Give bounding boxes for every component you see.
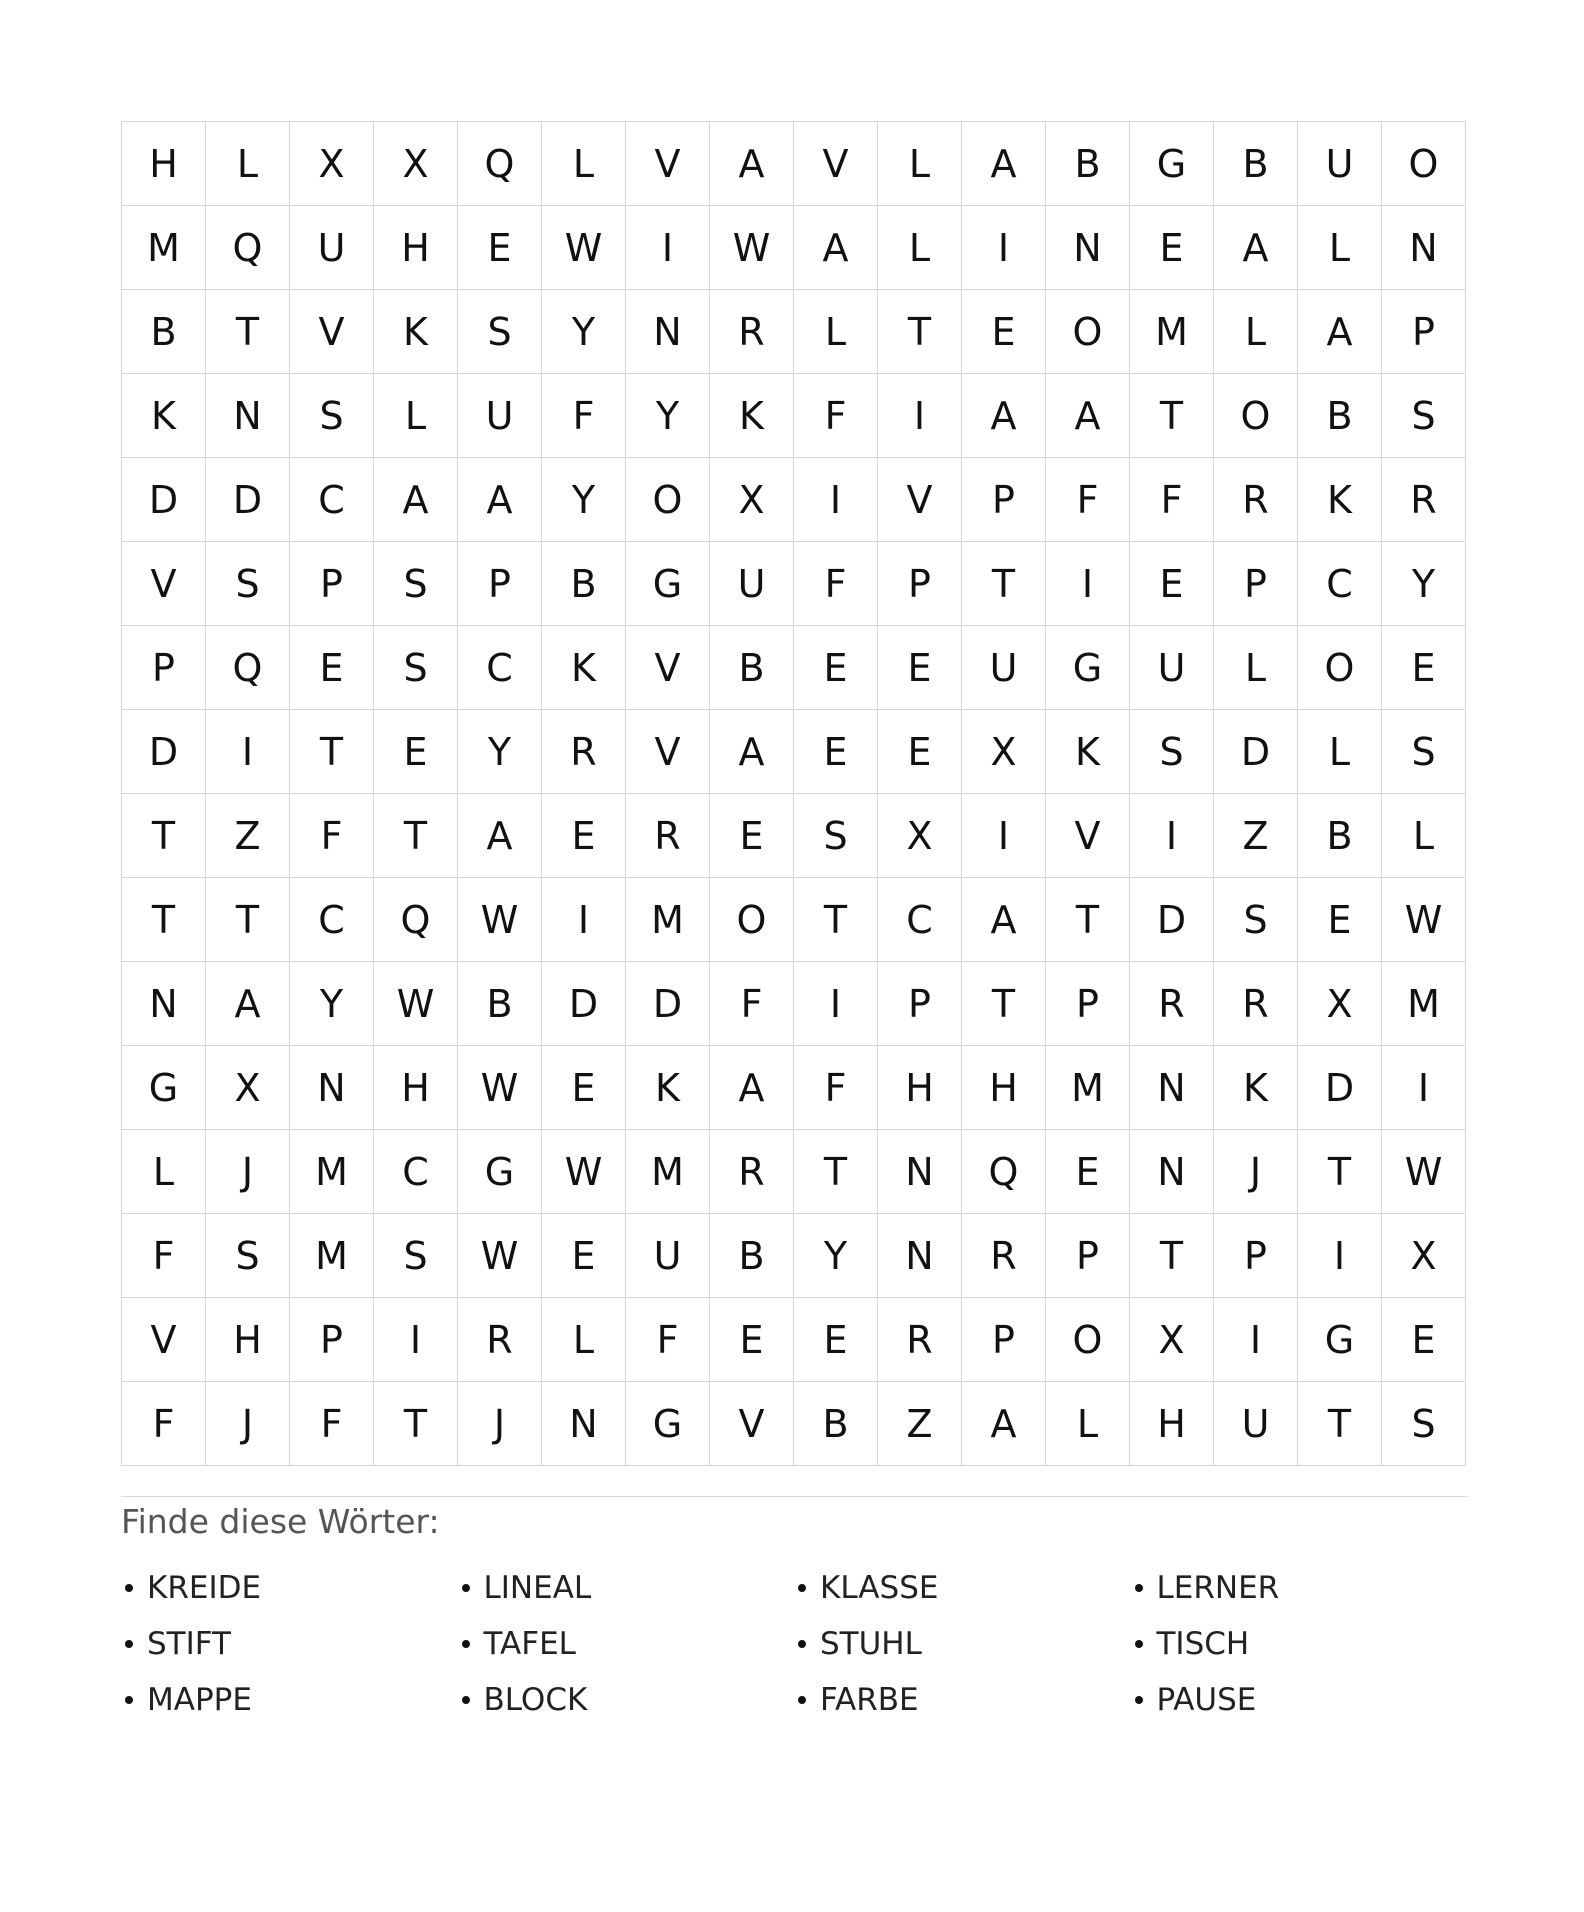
grid-cell[interactable]: U	[710, 542, 794, 626]
grid-cell[interactable]: B	[458, 962, 542, 1046]
grid-cell[interactable]: Z	[1214, 794, 1298, 878]
grid-cell[interactable]: S	[206, 1214, 290, 1298]
grid-cell[interactable]: T	[962, 542, 1046, 626]
grid-cell[interactable]: S	[206, 542, 290, 626]
grid-cell[interactable]: U	[458, 374, 542, 458]
grid-cell[interactable]: T	[1046, 878, 1130, 962]
grid-cell[interactable]: F	[1130, 458, 1214, 542]
grid-cell[interactable]: X	[206, 1046, 290, 1130]
grid-cell[interactable]: L	[1214, 290, 1298, 374]
grid-cell[interactable]: A	[374, 458, 458, 542]
grid-cell[interactable]: G	[626, 542, 710, 626]
grid-cell[interactable]: R	[458, 1298, 542, 1382]
grid-cell[interactable]: I	[1046, 542, 1130, 626]
grid-cell[interactable]: B	[710, 626, 794, 710]
grid-cell[interactable]: A	[962, 878, 1046, 962]
grid-cell[interactable]: N	[122, 962, 206, 1046]
word-list-item	[794, 1560, 1131, 1616]
grid-cell[interactable]: Z	[878, 1382, 962, 1466]
grid-cell[interactable]: N	[542, 1382, 626, 1466]
grid-cell[interactable]: M	[626, 878, 710, 962]
bullet-icon	[1135, 1584, 1143, 1592]
grid-cell[interactable]: Q	[962, 1130, 1046, 1214]
grid-cell[interactable]: H	[374, 206, 458, 290]
grid-cell[interactable]: Y	[290, 962, 374, 1046]
grid-cell[interactable]: K	[1046, 710, 1130, 794]
grid-cell[interactable]: C	[878, 878, 962, 962]
grid-cell[interactable]: G	[1298, 1298, 1382, 1382]
grid-cell[interactable]: C	[290, 878, 374, 962]
grid-cell[interactable]: R	[1382, 458, 1466, 542]
grid-cell[interactable]: N	[1046, 206, 1130, 290]
grid-cell[interactable]: L	[206, 122, 290, 206]
grid-cell[interactable]: G	[1046, 626, 1130, 710]
grid-cell[interactable]: I	[374, 1298, 458, 1382]
word-list-item	[458, 1672, 795, 1728]
grid-cell[interactable]: Z	[206, 794, 290, 878]
grid-cell[interactable]: N	[290, 1046, 374, 1130]
grid-cell[interactable]: A	[1046, 374, 1130, 458]
grid-cell[interactable]: M	[122, 206, 206, 290]
bullet-icon	[462, 1584, 470, 1592]
grid-cell[interactable]: P	[1046, 1214, 1130, 1298]
grid-cell[interactable]: O	[1214, 374, 1298, 458]
grid-cell[interactable]: A	[710, 710, 794, 794]
grid-cell[interactable]: X	[1382, 1214, 1466, 1298]
word-label: PAUSE	[1156, 1682, 1257, 1718]
grid-cell[interactable]: H	[962, 1046, 1046, 1130]
word-label: TISCH	[1156, 1626, 1250, 1662]
bullet-icon	[1135, 1696, 1143, 1704]
grid-cell[interactable]: M	[1046, 1046, 1130, 1130]
grid-cell[interactable]: S	[374, 1214, 458, 1298]
grid-cell[interactable]: S	[1382, 1382, 1466, 1466]
grid-cell[interactable]: L	[1214, 626, 1298, 710]
grid-cell[interactable]: B	[1298, 794, 1382, 878]
grid-cell[interactable]: A	[794, 206, 878, 290]
grid-cell[interactable]: K	[374, 290, 458, 374]
word-list-item	[794, 1616, 1131, 1672]
grid-cell[interactable]: L	[122, 1130, 206, 1214]
grid-cell[interactable]: T	[290, 710, 374, 794]
grid-cell[interactable]: G	[122, 1046, 206, 1130]
grid-cell[interactable]: G	[1130, 122, 1214, 206]
grid-cell[interactable]: W	[458, 1046, 542, 1130]
grid-cell[interactable]: E	[710, 1298, 794, 1382]
grid-cell[interactable]: E	[794, 710, 878, 794]
grid-cell[interactable]: K	[710, 374, 794, 458]
grid-cell[interactable]: S	[290, 374, 374, 458]
grid-cell[interactable]: C	[374, 1130, 458, 1214]
grid-cell[interactable]: S	[1382, 710, 1466, 794]
grid-cell[interactable]: E	[458, 206, 542, 290]
grid-cell[interactable]: P	[290, 1298, 374, 1382]
grid-cell[interactable]: M	[626, 1130, 710, 1214]
grid-cell[interactable]: Y	[542, 458, 626, 542]
grid-cell[interactable]: L	[1298, 710, 1382, 794]
grid-cell[interactable]: T	[1130, 374, 1214, 458]
bullet-icon	[798, 1696, 806, 1704]
grid-cell[interactable]: P	[1214, 1214, 1298, 1298]
grid-cell[interactable]: N	[878, 1130, 962, 1214]
grid-cell[interactable]: T	[1298, 1382, 1382, 1466]
word-label: MAPPE	[147, 1682, 252, 1718]
grid-cell[interactable]: D	[122, 458, 206, 542]
grid-cell[interactable]: U	[1298, 122, 1382, 206]
grid-cell[interactable]: L	[1046, 1382, 1130, 1466]
grid-cell[interactable]: B	[542, 542, 626, 626]
grid-cell[interactable]: J	[458, 1382, 542, 1466]
grid-cell[interactable]: T	[1130, 1214, 1214, 1298]
grid-cell[interactable]: P	[1046, 962, 1130, 1046]
grid-cell[interactable]: I	[1298, 1214, 1382, 1298]
grid-cell[interactable]: N	[206, 374, 290, 458]
grid-cell[interactable]: X	[962, 710, 1046, 794]
word-label: STUHL	[820, 1626, 922, 1662]
grid-cell[interactable]: P	[458, 542, 542, 626]
grid-cell[interactable]: W	[458, 878, 542, 962]
grid-cell[interactable]: O	[1382, 122, 1466, 206]
word-list-item	[1131, 1616, 1468, 1672]
grid-cell[interactable]: S	[1130, 710, 1214, 794]
word-list-item	[121, 1560, 458, 1616]
grid-cell[interactable]: E	[1130, 206, 1214, 290]
grid-cell[interactable]: K	[1298, 458, 1382, 542]
grid-cell[interactable]: K	[1214, 1046, 1298, 1130]
grid-cell[interactable]: A	[1214, 206, 1298, 290]
word-list-item	[458, 1616, 795, 1672]
grid-cell[interactable]: V	[794, 122, 878, 206]
grid-cell[interactable]: S	[374, 626, 458, 710]
grid-cell[interactable]: P	[1382, 290, 1466, 374]
grid-cell[interactable]: X	[374, 122, 458, 206]
grid-cell[interactable]: R	[878, 1298, 962, 1382]
grid-cell[interactable]: T	[122, 878, 206, 962]
grid-cell[interactable]: S	[374, 542, 458, 626]
grid-cell[interactable]: O	[1298, 626, 1382, 710]
word-label: KLASSE	[820, 1570, 939, 1606]
grid-cell[interactable]: U	[290, 206, 374, 290]
grid-cell[interactable]: T	[206, 290, 290, 374]
grid-cell[interactable]: Y	[542, 290, 626, 374]
grid-cell[interactable]: Y	[1382, 542, 1466, 626]
grid-cell[interactable]: I	[206, 710, 290, 794]
grid-cell[interactable]: X	[290, 122, 374, 206]
grid-cell[interactable]: Y	[458, 710, 542, 794]
letter-grid	[121, 121, 1466, 1466]
grid-cell[interactable]: R	[1214, 458, 1298, 542]
grid-cell[interactable]: N	[1382, 206, 1466, 290]
grid-cell[interactable]: D	[1130, 878, 1214, 962]
grid-cell[interactable]: I	[626, 206, 710, 290]
grid-cell[interactable]: E	[794, 1298, 878, 1382]
grid-cell[interactable]: I	[962, 794, 1046, 878]
grid-cell[interactable]: E	[1046, 1130, 1130, 1214]
grid-cell[interactable]: E	[878, 710, 962, 794]
grid-cell[interactable]: W	[710, 206, 794, 290]
grid-cell[interactable]: N	[626, 290, 710, 374]
grid-cell[interactable]: D	[542, 962, 626, 1046]
bullet-icon	[125, 1640, 133, 1648]
grid-cell[interactable]: P	[962, 458, 1046, 542]
grid-cell[interactable]: S	[794, 794, 878, 878]
grid-cell[interactable]: B	[794, 1382, 878, 1466]
grid-cell[interactable]: V	[626, 626, 710, 710]
grid-cell[interactable]: V	[122, 542, 206, 626]
grid-cell[interactable]: E	[710, 794, 794, 878]
grid-cell[interactable]: I	[962, 206, 1046, 290]
grid-cell[interactable]: T	[962, 962, 1046, 1046]
grid-cell[interactable]: S	[1214, 878, 1298, 962]
grid-cell[interactable]: T	[374, 1382, 458, 1466]
word-label: KREIDE	[147, 1570, 262, 1606]
grid-cell[interactable]: Q	[206, 626, 290, 710]
grid-cell[interactable]: U	[962, 626, 1046, 710]
grid-cell[interactable]: R	[962, 1214, 1046, 1298]
grid-cell[interactable]: E	[542, 1214, 626, 1298]
grid-cell[interactable]: J	[206, 1382, 290, 1466]
grid-cell[interactable]: B	[710, 1214, 794, 1298]
grid-cell[interactable]: T	[878, 290, 962, 374]
grid-cell[interactable]: S	[458, 290, 542, 374]
grid-cell[interactable]: I	[1214, 1298, 1298, 1382]
grid-cell[interactable]: D	[1298, 1046, 1382, 1130]
grid-cell[interactable]: E	[1298, 878, 1382, 962]
grid-cell[interactable]: D	[206, 458, 290, 542]
grid-cell[interactable]: H	[878, 1046, 962, 1130]
grid-cell[interactable]: E	[1130, 542, 1214, 626]
grid-cell[interactable]: I	[794, 962, 878, 1046]
grid-cell[interactable]: C	[290, 458, 374, 542]
grid-cell[interactable]: F	[794, 1046, 878, 1130]
word-list-item	[121, 1672, 458, 1728]
word-label: TAFEL	[483, 1626, 576, 1662]
grid-cell[interactable]: Y	[626, 374, 710, 458]
grid-cell[interactable]: R	[1214, 962, 1298, 1046]
grid-cell[interactable]: R	[710, 1130, 794, 1214]
grid-cell[interactable]: F	[542, 374, 626, 458]
grid-cell[interactable]: F	[626, 1298, 710, 1382]
bullet-icon	[798, 1640, 806, 1648]
grid-cell[interactable]: B	[122, 290, 206, 374]
grid-cell[interactable]: T	[206, 878, 290, 962]
word-list-item	[121, 1616, 458, 1672]
grid-cell[interactable]: L	[1298, 206, 1382, 290]
grid-cell[interactable]: W	[1382, 1130, 1466, 1214]
grid-cell[interactable]: B	[1298, 374, 1382, 458]
grid-cell[interactable]: E	[542, 1046, 626, 1130]
grid-cell[interactable]: M	[290, 1130, 374, 1214]
grid-cell[interactable]: R	[1130, 962, 1214, 1046]
grid-cell[interactable]: L	[542, 122, 626, 206]
grid-cell[interactable]: T	[794, 878, 878, 962]
grid-cell[interactable]: A	[710, 1046, 794, 1130]
grid-cell[interactable]: D	[122, 710, 206, 794]
grid-cell[interactable]: V	[710, 1382, 794, 1466]
grid-cell[interactable]: E	[878, 626, 962, 710]
grid-cell[interactable]: F	[290, 794, 374, 878]
word-list-item	[1131, 1672, 1468, 1728]
grid-cell[interactable]: J	[1214, 1130, 1298, 1214]
grid-cell[interactable]: V	[1046, 794, 1130, 878]
grid-cell[interactable]: L	[542, 1298, 626, 1382]
grid-cell[interactable]: Q	[206, 206, 290, 290]
grid-cell[interactable]: K	[626, 1046, 710, 1130]
grid-cell[interactable]: A	[962, 374, 1046, 458]
grid-cell[interactable]: E	[794, 626, 878, 710]
divider	[121, 1496, 1467, 1497]
bullet-icon	[125, 1584, 133, 1592]
grid-cell[interactable]: O	[1046, 290, 1130, 374]
grid-cell[interactable]: L	[794, 290, 878, 374]
grid-cell[interactable]: A	[458, 794, 542, 878]
grid-cell[interactable]: L	[878, 206, 962, 290]
grid-cell[interactable]: O	[626, 458, 710, 542]
grid-cell[interactable]: W	[542, 1130, 626, 1214]
grid-cell[interactable]: T	[1298, 1130, 1382, 1214]
word-list-item	[794, 1672, 1131, 1728]
grid-cell[interactable]: L	[1382, 794, 1466, 878]
grid-cell[interactable]: F	[794, 374, 878, 458]
grid-cell[interactable]: G	[626, 1382, 710, 1466]
grid-cell[interactable]: I	[878, 374, 962, 458]
grid-cell[interactable]: X	[710, 458, 794, 542]
grid-cell[interactable]: O	[710, 878, 794, 962]
grid-cell[interactable]: H	[1130, 1382, 1214, 1466]
grid-cell[interactable]: U	[1214, 1382, 1298, 1466]
grid-cell[interactable]: E	[542, 794, 626, 878]
grid-cell[interactable]: W	[458, 1214, 542, 1298]
grid-cell[interactable]: H	[206, 1298, 290, 1382]
grid-cell[interactable]: J	[206, 1130, 290, 1214]
grid-cell[interactable]: U	[1130, 626, 1214, 710]
grid-cell[interactable]: V	[626, 122, 710, 206]
grid-cell[interactable]: A	[458, 458, 542, 542]
grid-cell[interactable]: L	[878, 122, 962, 206]
grid-cell[interactable]: P	[878, 542, 962, 626]
bullet-icon	[462, 1696, 470, 1704]
grid-cell[interactable]: Q	[374, 878, 458, 962]
grid-cell[interactable]: M	[290, 1214, 374, 1298]
grid-cell[interactable]: D	[1214, 710, 1298, 794]
grid-cell[interactable]: A	[710, 122, 794, 206]
grid-cell[interactable]: I	[542, 878, 626, 962]
word-label: STIFT	[147, 1626, 231, 1662]
word-list	[121, 1560, 1467, 1728]
grid-cell[interactable]: T	[794, 1130, 878, 1214]
grid-cell[interactable]: L	[374, 374, 458, 458]
bullet-icon	[462, 1640, 470, 1648]
grid-cell[interactable]: M	[1130, 290, 1214, 374]
grid-cell[interactable]: F	[122, 1382, 206, 1466]
grid-cell[interactable]: I	[794, 458, 878, 542]
grid-cell[interactable]: R	[626, 794, 710, 878]
grid-cell[interactable]: T	[374, 794, 458, 878]
grid-cell[interactable]: F	[1046, 458, 1130, 542]
grid-cell[interactable]: R	[710, 290, 794, 374]
grid-cell[interactable]: F	[122, 1214, 206, 1298]
grid-cell[interactable]: P	[962, 1298, 1046, 1382]
grid-cell[interactable]: M	[1382, 962, 1466, 1046]
grid-cell[interactable]: K	[542, 626, 626, 710]
grid-cell[interactable]: P	[122, 626, 206, 710]
grid-cell[interactable]: V	[626, 710, 710, 794]
grid-cell[interactable]: W	[1382, 878, 1466, 962]
grid-cell[interactable]: B	[1046, 122, 1130, 206]
bullet-icon	[798, 1584, 806, 1592]
grid-cell[interactable]: F	[710, 962, 794, 1046]
grid-cell[interactable]: A	[1298, 290, 1382, 374]
grid-cell[interactable]: O	[1046, 1298, 1130, 1382]
grid-cell[interactable]: S	[1382, 374, 1466, 458]
grid-cell[interactable]: D	[626, 962, 710, 1046]
grid-cell[interactable]: B	[1214, 122, 1298, 206]
grid-cell[interactable]: N	[878, 1214, 962, 1298]
grid-cell[interactable]: P	[878, 962, 962, 1046]
grid-cell[interactable]: A	[962, 122, 1046, 206]
grid-cell[interactable]: I	[1382, 1046, 1466, 1130]
grid-cell[interactable]: Y	[794, 1214, 878, 1298]
grid-cell[interactable]: Q	[458, 122, 542, 206]
grid-cell[interactable]: X	[1130, 1298, 1214, 1382]
grid-cell[interactable]: U	[626, 1214, 710, 1298]
word-label: FARBE	[820, 1682, 919, 1718]
word-list-item	[1131, 1560, 1468, 1616]
grid-cell[interactable]: H	[374, 1046, 458, 1130]
grid-cell[interactable]: A	[206, 962, 290, 1046]
grid-cell[interactable]: V	[122, 1298, 206, 1382]
bullet-icon	[125, 1696, 133, 1704]
grid-cell[interactable]: N	[1130, 1130, 1214, 1214]
grid-cell[interactable]: A	[962, 1382, 1046, 1466]
grid-cell[interactable]: E	[1382, 626, 1466, 710]
grid-cell[interactable]: H	[122, 122, 206, 206]
grid-cell[interactable]: T	[122, 794, 206, 878]
grid-cell[interactable]: X	[878, 794, 962, 878]
bullet-icon	[1135, 1640, 1143, 1648]
word-list-prompt: Finde diese Wörter:	[121, 1502, 440, 1541]
grid-cell[interactable]: E	[374, 710, 458, 794]
word-label: BLOCK	[483, 1682, 588, 1718]
grid-cell[interactable]: P	[1214, 542, 1298, 626]
grid-cell[interactable]: K	[122, 374, 206, 458]
grid-cell[interactable]: F	[290, 1382, 374, 1466]
grid-cell[interactable]: P	[290, 542, 374, 626]
grid-cell[interactable]: C	[458, 626, 542, 710]
grid-cell[interactable]: E	[1382, 1298, 1466, 1382]
grid-cell[interactable]: V	[290, 290, 374, 374]
word-label: LERNER	[1156, 1570, 1280, 1606]
grid-cell[interactable]: G	[458, 1130, 542, 1214]
grid-cell[interactable]: R	[542, 710, 626, 794]
grid-cell[interactable]: C	[1298, 542, 1382, 626]
grid-cell[interactable]: W	[542, 206, 626, 290]
grid-cell[interactable]: E	[290, 626, 374, 710]
grid-cell[interactable]: F	[794, 542, 878, 626]
word-label: LINEAL	[483, 1570, 592, 1606]
word-list-item	[458, 1560, 795, 1616]
grid-cell[interactable]: I	[1130, 794, 1214, 878]
grid-cell[interactable]: W	[374, 962, 458, 1046]
grid-cell[interactable]: E	[962, 290, 1046, 374]
grid-cell[interactable]: N	[1130, 1046, 1214, 1130]
grid-cell[interactable]: V	[878, 458, 962, 542]
grid-cell[interactable]: X	[1298, 962, 1382, 1046]
